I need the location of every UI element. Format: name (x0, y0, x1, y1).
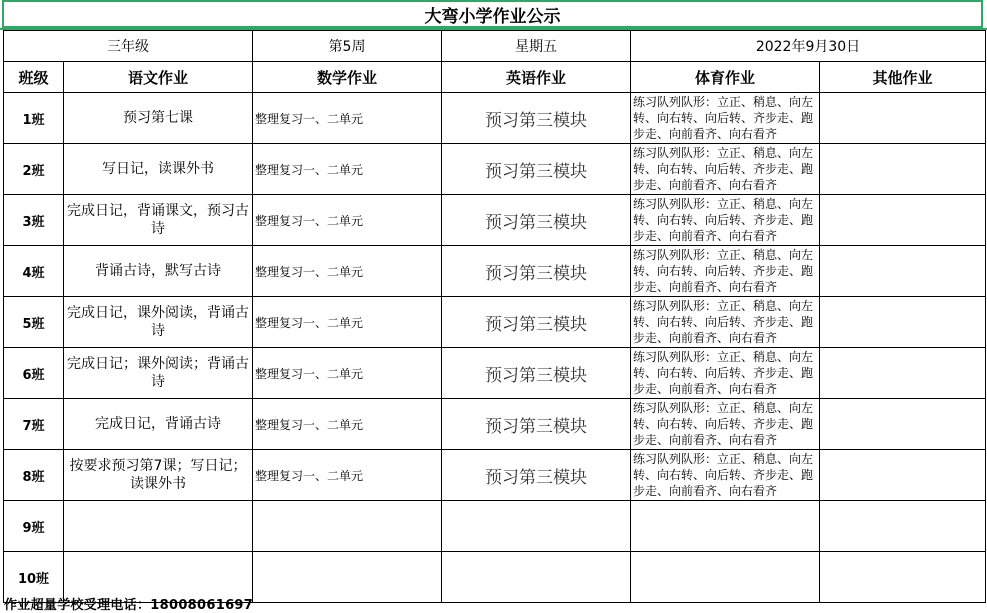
english-homework-cell[interactable]: 预习第三模块 (442, 195, 631, 246)
chinese-homework-cell[interactable]: 按要求预习第7课；写日记；读课外书 (64, 450, 253, 501)
english-homework-cell[interactable]: 预习第三模块 (442, 246, 631, 297)
pe-homework-cell[interactable]: 练习队列队形：立正、稍息、向左转、向右转、向后转、齐步走、跑步走、向前看齐、向右看齐 (631, 450, 820, 501)
class-row (4, 195, 986, 246)
header-row (4, 62, 986, 93)
class-row (4, 450, 986, 501)
chinese-homework-cell[interactable]: 完成日记，课外阅读，背诵古诗 (64, 297, 253, 348)
english-homework-cell[interactable]: 预习第三模块 (442, 144, 631, 195)
class-row (4, 246, 986, 297)
class-row (4, 348, 986, 399)
math-homework-cell[interactable]: 整理复习一、二单元 (253, 195, 442, 246)
other-homework-cell[interactable] (820, 297, 986, 348)
class-row (4, 144, 986, 195)
class-cell[interactable]: 7班 (4, 399, 64, 450)
chinese-homework-cell[interactable]: 完成日记，背诵课文，预习古诗 (64, 195, 253, 246)
pe-homework-cell[interactable]: 练习队列队形：立正、稍息、向左转、向右转、向后转、齐步走、跑步走、向前看齐、向右看齐 (631, 144, 820, 195)
chinese-homework-cell[interactable]: 完成日记；课外阅读；背诵古诗 (64, 348, 253, 399)
class-cell[interactable]: 1班 (4, 93, 64, 144)
math-homework-cell[interactable]: 整理复习一、二单元 (253, 93, 442, 144)
class-row (4, 93, 986, 144)
other-homework-cell[interactable] (820, 246, 986, 297)
math-homework-cell[interactable]: 整理复习一、二单元 (253, 144, 442, 195)
class-cell[interactable]: 5班 (4, 297, 64, 348)
other-homework-cell[interactable] (820, 450, 986, 501)
chinese-homework-cell[interactable]: 写日记，读课外书 (64, 144, 253, 195)
english-homework-cell[interactable]: 预习第三模块 (442, 93, 631, 144)
english-homework-cell[interactable] (442, 552, 631, 603)
week-cell[interactable]: 第5周 (253, 31, 442, 62)
date-cell[interactable]: 2022年9月30日 (631, 31, 986, 62)
class-cell[interactable]: 8班 (4, 450, 64, 501)
complaint-hotline: 作业超量学校受理电话：18008061697 (4, 598, 254, 613)
english-homework-cell[interactable]: 预习第三模块 (442, 450, 631, 501)
pe-homework-cell[interactable]: 练习队列队形：立正、稍息、向左转、向右转、向后转、齐步走、跑步走、向前看齐、向右看齐 (631, 93, 820, 144)
pe-homework-cell[interactable]: 练习队列队形：立正、稍息、向左转、向右转、向后转、齐步走、跑步走、向前看齐、向右看齐 (631, 195, 820, 246)
chinese-homework-cell[interactable] (64, 501, 253, 552)
pe-homework-cell[interactable]: 练习队列队形：立正、稍息、向左转、向右转、向后转、齐步走、跑步走、向前看齐、向右看齐 (631, 399, 820, 450)
math-homework-cell[interactable]: 整理复习一、二单元 (253, 297, 442, 348)
other-homework-cell[interactable] (820, 552, 986, 603)
english-homework-cell[interactable] (442, 501, 631, 552)
header-chinese[interactable]: 语文作业 (64, 62, 253, 93)
class-cell[interactable]: 10班 (4, 552, 64, 603)
header-class[interactable]: 班级 (4, 62, 64, 93)
class-row (4, 297, 986, 348)
weekday-cell[interactable]: 星期五 (442, 31, 631, 62)
sheet-title[interactable]: 大弯小学作业公示 (2, 0, 983, 28)
math-homework-cell[interactable]: 整理复习一、二单元 (253, 399, 442, 450)
english-homework-cell[interactable]: 预习第三模块 (442, 297, 631, 348)
math-homework-cell[interactable]: 整理复习一、二单元 (253, 348, 442, 399)
header-english[interactable]: 英语作业 (442, 62, 631, 93)
pe-homework-cell[interactable]: 练习队列队形：立正、稍息、向左转、向右转、向后转、齐步走、跑步走、向前看齐、向右看齐 (631, 246, 820, 297)
info-row (4, 31, 986, 62)
chinese-homework-cell[interactable]: 背诵古诗，默写古诗 (64, 246, 253, 297)
pe-homework-cell[interactable] (631, 552, 820, 603)
english-homework-cell[interactable]: 预习第三模块 (442, 399, 631, 450)
class-cell[interactable]: 3班 (4, 195, 64, 246)
other-homework-cell[interactable] (820, 348, 986, 399)
header-math[interactable]: 数学作业 (253, 62, 442, 93)
pe-homework-cell[interactable] (631, 501, 820, 552)
pe-homework-cell[interactable]: 练习队列队形：立正、稍息、向左转、向右转、向后转、齐步走、跑步走、向前看齐、向右看齐 (631, 297, 820, 348)
class-row (4, 399, 986, 450)
math-homework-cell[interactable] (253, 501, 442, 552)
class-cell[interactable]: 4班 (4, 246, 64, 297)
other-homework-cell[interactable] (820, 399, 986, 450)
math-homework-cell[interactable]: 整理复习一、二单元 (253, 450, 442, 501)
class-cell[interactable]: 6班 (4, 348, 64, 399)
grade-cell[interactable]: 三年级 (4, 31, 253, 62)
header-pe[interactable]: 体育作业 (631, 62, 820, 93)
other-homework-cell[interactable] (820, 501, 986, 552)
class-row (4, 501, 986, 552)
header-other[interactable]: 其他作业 (820, 62, 986, 93)
chinese-homework-cell[interactable]: 完成日记，背诵古诗 (64, 399, 253, 450)
other-homework-cell[interactable] (820, 195, 986, 246)
class-cell[interactable]: 2班 (4, 144, 64, 195)
chinese-homework-cell[interactable]: 预习第七课 (64, 93, 253, 144)
english-homework-cell[interactable]: 预习第三模块 (442, 348, 631, 399)
other-homework-cell[interactable] (820, 144, 986, 195)
class-cell[interactable]: 9班 (4, 501, 64, 552)
other-homework-cell[interactable] (820, 93, 986, 144)
math-homework-cell[interactable] (253, 552, 442, 603)
math-homework-cell[interactable]: 整理复习一、二单元 (253, 246, 442, 297)
homework-table (3, 30, 986, 603)
pe-homework-cell[interactable]: 练习队列队形：立正、稍息、向左转、向右转、向后转、齐步走、跑步走、向前看齐、向右看齐 (631, 348, 820, 399)
